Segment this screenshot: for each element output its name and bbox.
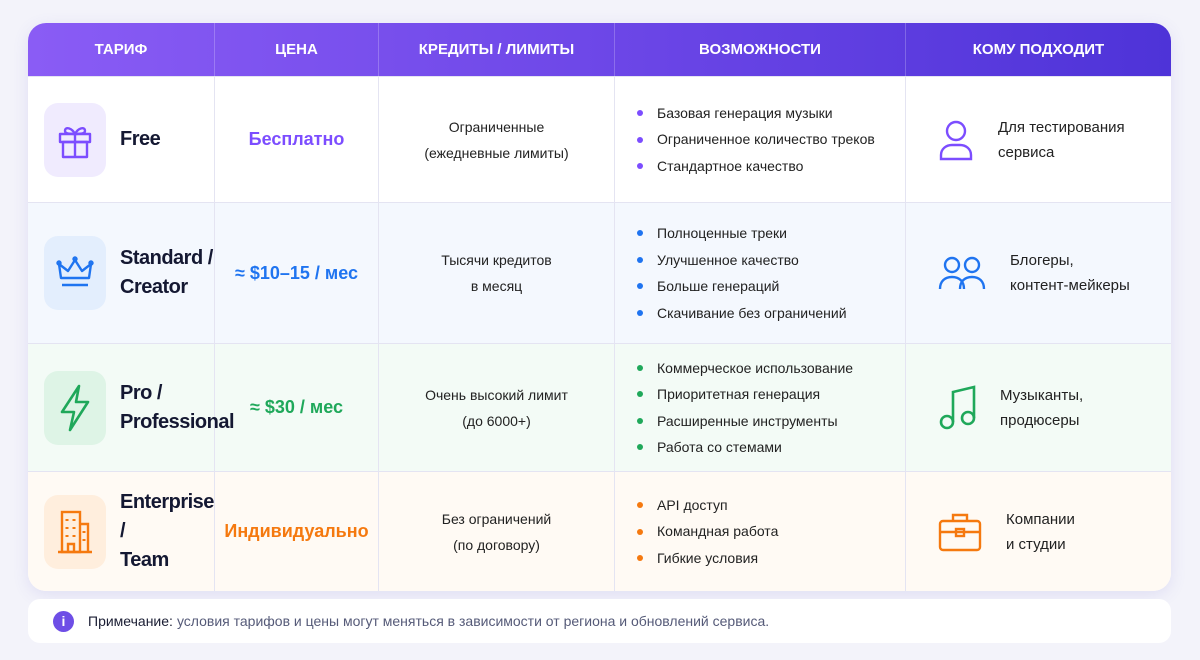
crown-icon — [44, 236, 106, 310]
tarif-cell — [28, 472, 215, 591]
tarif-name — [120, 125, 160, 154]
tarif-name-line2: Team — [120, 549, 169, 571]
tarif-cell — [28, 77, 215, 202]
price-cell: ≈ $30 / мес — [215, 344, 379, 471]
feature-item — [637, 355, 853, 382]
tarif-name-line2: Professional — [120, 410, 235, 433]
audience-cell — [906, 344, 1171, 471]
credits-line2: в месяц — [470, 278, 523, 294]
building-icon — [44, 495, 106, 569]
price-cell: Индивидуально — [215, 472, 379, 591]
feature-text: Скачивание без ограничений — [657, 304, 847, 321]
tarif-name — [120, 488, 214, 575]
table-row — [28, 343, 1171, 471]
audience-line2: контент-мейкеры — [1010, 277, 1130, 294]
feature-text: Ограниченное количество треков — [657, 131, 875, 148]
audience-cell — [906, 77, 1171, 202]
feature-text: Полноценные треки — [657, 225, 788, 241]
gift-icon — [44, 103, 106, 177]
feature-item — [637, 434, 853, 461]
credits-cell — [379, 203, 615, 343]
price-cell: Бесплатно — [215, 77, 379, 202]
note-text: условия тарифов и цены могут меняться в зависимости от региона и обновлений сервиса. — [176, 613, 770, 629]
note-label: Примечание: — [88, 613, 173, 629]
tarif-name-line2: Creator — [120, 276, 188, 298]
feature-text: Гибкие условия — [657, 549, 759, 566]
credits-line2: (до 6000+) — [462, 412, 531, 429]
feature-item — [637, 220, 847, 247]
audience-cell — [906, 203, 1171, 343]
features-cell — [615, 77, 906, 202]
info-icon: i — [53, 611, 74, 632]
music-note-icon — [938, 385, 976, 431]
tarif-name — [120, 244, 213, 302]
feature-text: Стандартное качество — [657, 157, 804, 174]
header-features: ВОЗМОЖНОСТИ — [615, 23, 906, 76]
feature-text: Улучшенное качество — [657, 251, 799, 268]
feature-item — [637, 300, 847, 327]
audience-line1: Музыканты, — [1000, 386, 1084, 404]
feature-text: Коммерческое использование — [657, 359, 854, 376]
credits-cell — [379, 472, 615, 591]
table-row — [28, 76, 1171, 202]
feature-item — [637, 381, 853, 408]
feature-item — [637, 100, 875, 127]
feature-item — [637, 545, 778, 572]
audience-line1: Компании — [1006, 510, 1075, 528]
pricing-table — [28, 23, 1171, 591]
credits-line1: Очень высокий лимит — [425, 386, 568, 403]
feature-item — [637, 518, 778, 545]
header-credits: КРЕДИТЫ / ЛИМИТЫ — [379, 23, 615, 76]
feature-item — [637, 247, 847, 274]
tarif-name-line1: Free — [120, 128, 161, 150]
audience-cell — [906, 472, 1171, 591]
price-cell: ≈ $10–15 / мес — [215, 203, 379, 343]
credits-cell — [379, 344, 615, 471]
credits-line1: Тысячи кредитов — [441, 252, 552, 268]
feature-text: Расширенные инструменты — [657, 412, 838, 429]
credits-line1: Без ограничений — [441, 510, 552, 527]
tarif-name-line1: Enterprise / — [120, 491, 214, 542]
audience-line1: Для тестирования — [998, 118, 1125, 136]
audience-line2: и студии — [1006, 535, 1066, 553]
feature-text: Базовая генерация музыки — [657, 104, 833, 121]
table-header — [28, 23, 1171, 76]
credits-line2: (по договору) — [453, 536, 540, 553]
audience-line2: сервиса — [998, 143, 1055, 161]
feature-item — [637, 126, 875, 153]
feature-item — [637, 273, 847, 300]
tarif-cell — [28, 203, 215, 343]
user-icon — [938, 119, 974, 161]
feature-text: API доступ — [657, 496, 728, 513]
credits-line1: Ограниченные — [448, 118, 545, 135]
tarif-cell — [28, 344, 235, 471]
header-audience: КОМУ ПОДХОДИТ — [972, 41, 1105, 58]
table-row — [28, 471, 1171, 591]
audience-line1: Блогеры, — [1010, 252, 1074, 269]
table-row — [28, 202, 1171, 343]
briefcase-icon — [938, 512, 982, 552]
feature-item — [637, 492, 778, 519]
credits-cell — [379, 77, 615, 202]
feature-item — [637, 408, 853, 435]
feature-text: Больше генераций — [657, 278, 780, 294]
features-cell — [615, 472, 906, 591]
features-cell — [615, 203, 906, 343]
header-price: ЦЕНА — [215, 23, 379, 76]
lightning-icon — [44, 371, 106, 445]
audience-line2: продюсеры — [1000, 411, 1080, 429]
users-icon — [938, 255, 986, 291]
note-bar — [28, 599, 1171, 643]
tarif-name-line1: Pro / — [120, 381, 162, 404]
features-cell — [615, 344, 906, 471]
feature-item — [637, 153, 875, 180]
credits-line2: (ежедневные лимиты) — [424, 144, 569, 161]
tarif-name-line1: Standard / — [120, 247, 213, 269]
feature-text: Работа со стемами — [657, 439, 782, 455]
feature-text: Командная работа — [657, 523, 779, 540]
feature-text: Приоритетная генерация — [657, 386, 821, 402]
header-tarif: ТАРИФ — [28, 23, 215, 76]
